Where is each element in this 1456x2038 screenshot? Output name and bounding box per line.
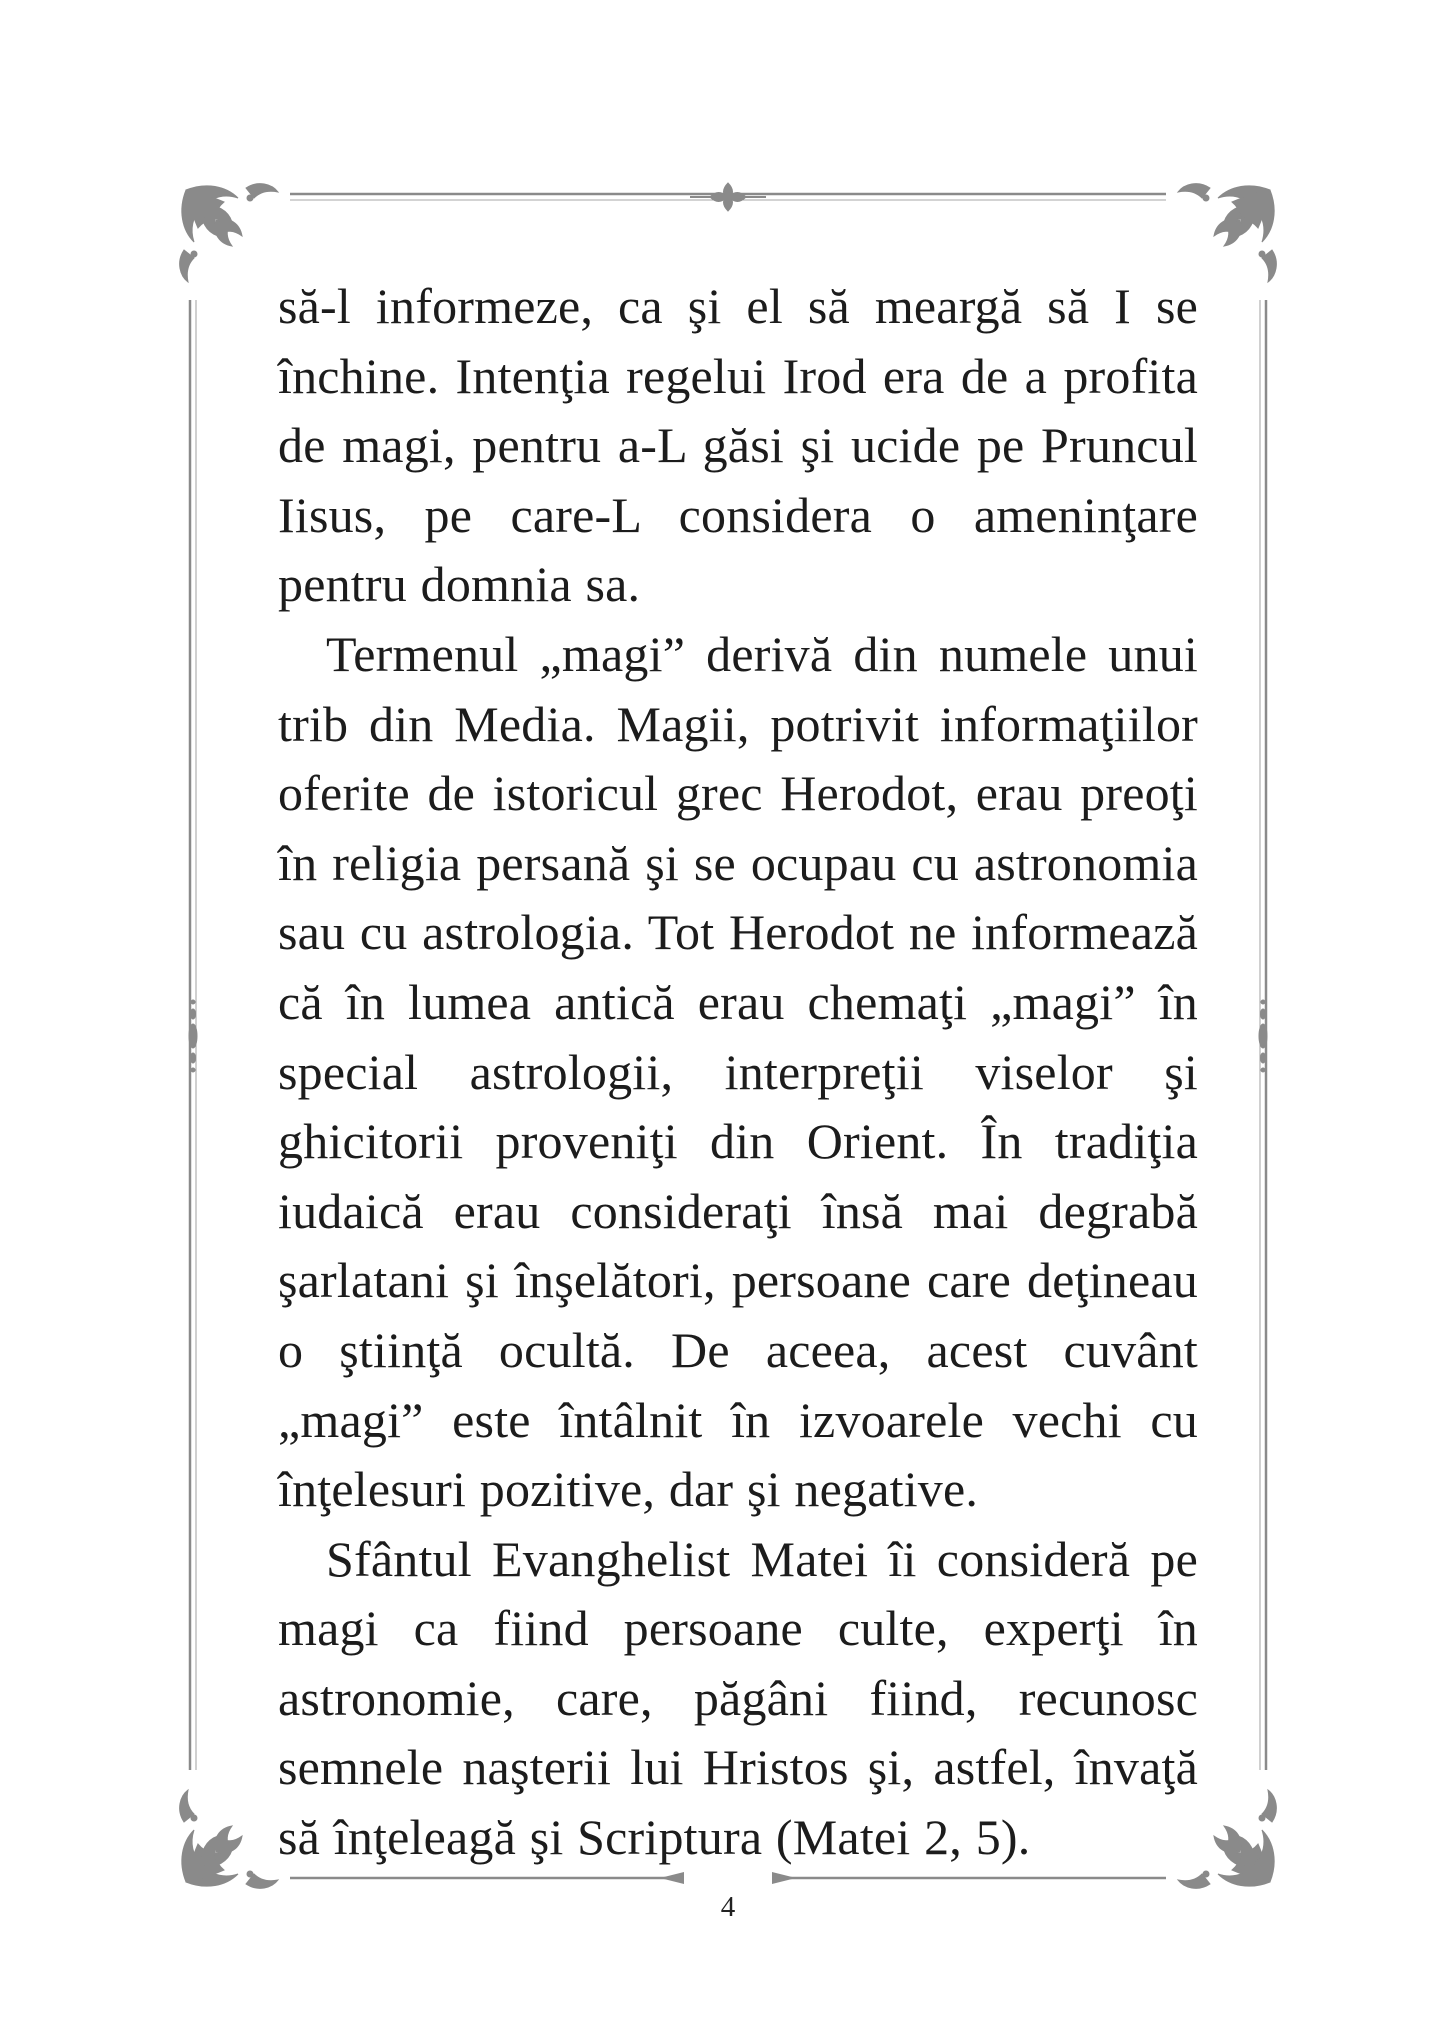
paragraph-magi-term: Termenul „magi” derivă din numele unui trib din Media. Magii, potrivit informaţiilor oferite de istoricul grec Herodot, erau preoţi în religia persană şi se ocupau cu astronomia sau cu astrologia. Tot Herodot ne informează că în lumea antică erau chemaţi „magi” în special astrologii, interpreţii viselor şi ghicitorii proveniţi din Orient. În tradiţia iudaică erau consideraţi însă mai degrabă şarlatani şi înşelători, persoane care deţineau o ştiinţă ocultă. De aceea, acest cuvânt „magi” este întâlnit în izvoarele vechi cu înţelesuri pozitive, dar şi negative. <box>278 625 1198 1518</box>
corner-flourish-icon <box>180 184 278 282</box>
text-block <box>278 272 1198 1873</box>
page-number: 4 <box>720 1891 736 1923</box>
paragraph-matei: Sfântul Evanghelist Matei îi consideră pe magi ca fiind persoane culte, experţi în astronomie, care, păgâni fiind, recunosc semnele naşterii lui Hristos şi, astfel, învaţă să înţeleagă şi Scriptura (Matei 2, 5). <box>278 1530 1198 1866</box>
corner-flourish-icon <box>1178 184 1276 282</box>
paragraph-continued: să-l informeze, ca şi el să meargă să I se închine. Intenţia regelui Irod era de a profita de magi, pentru a-L găsi şi ucide pe Pruncul Iisus, pe care-L considera o ameninţare pentru domnia sa. <box>278 278 1198 613</box>
corner-flourish-icon <box>180 1790 278 1888</box>
